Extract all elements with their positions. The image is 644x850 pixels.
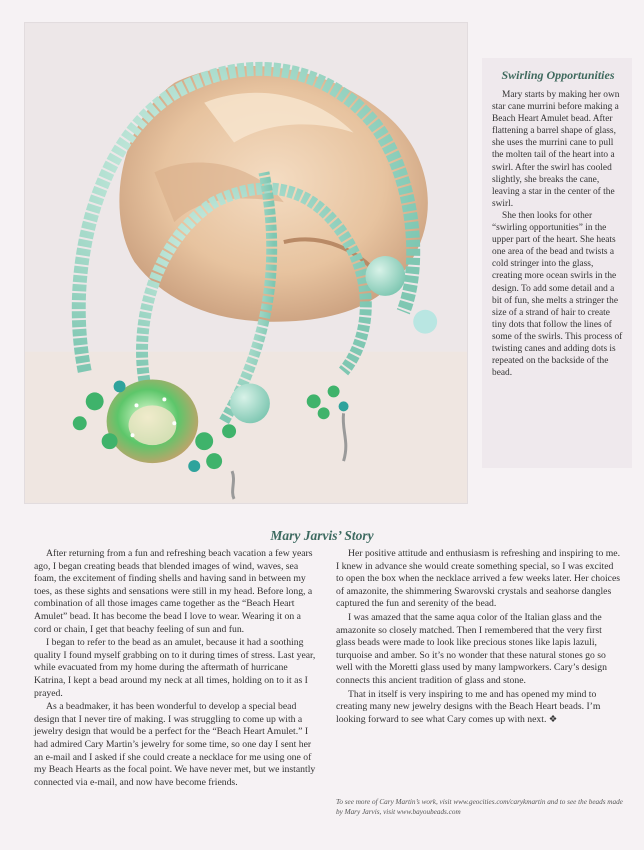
story-paragraph: As a beadmaker, it has been wonderful to develop a special bead design that I never tire of making. I was struggling to come up with a jewelry design that would be a perfect for the “Beach Heart Amulet.” I had admired Cary Martin’s jewelry for some time, so one day I sent her an e-mail and I asked if she could create a necklace for me using one of my Beach Hearts as the focal point. We have never met, but we instantly connected via e-mail, and now have become friends.: [34, 701, 316, 788]
story-paragraph: Her positive attitude and enthusiasm is refreshing and inspiring to me. I knew in advance she would create something special, so I was excited to open the box when the necklace arrived a few weeks later. Her choices of amazonite, the shimmering Swarovski crystals and seahorse dangles captured the fun and serenity of the bead.: [336, 548, 621, 610]
story-column-right: [336, 548, 622, 727]
necklace-photo: [24, 22, 468, 504]
necklace-illustration: [25, 23, 467, 503]
story-column-left: [34, 548, 316, 790]
sidebar-paragraph-1: Mary starts by making her own star cane murrini before making a Beach Heart Amulet bead. After flattening a barrel shape of glass, she uses the murrini cane to pull the molten tail of the heart into a swirl. After the swirl has cooled slightly, she breaks the cane, leaving a star in the center of the swirl.: [492, 90, 620, 209]
story-paragraph: I began to refer to the bead as an amulet, because it had a soothing quality I found myself grabbing on to it during times of stress. Last year, while evacuated from my home during the aftermath of hurricane Katrina, I kept a bead around my neck at all times, holding on to it as I prayed.: [34, 637, 316, 699]
footnote-credits: To see more of Cary Martin’s work, visit www.geocities.com/carykmartin and to see the beads made by Mary Jarvis, visit www.bayoubeads.com: [336, 798, 623, 816]
story-paragraph: That in itself is very inspiring to me and has opened my mind to creating many new jewelry designs with the Beach Heart beads. I’m looking forward to see what Cary comes up with next. ❖: [336, 688, 601, 725]
story-title: Mary Jarvis’ Story: [270, 528, 374, 543]
sidebar-paragraph-2: She then looks for other “swirling opportunities” in the upper part of the heart. She heats one area of the bead and twists a cold stringer into the glass, creating more ocean swirls in the design. To add some detail and a bit of fun, she melts a stringer the size of a strand of hair to create tiny dots that follow the lines of some of the swirls. This process of twisting canes and adding dots is repeated on the backside of the bead.: [492, 210, 623, 379]
story-paragraph: I was amazed that the same aqua color of the Italian glass and the amazonite so closely matched. Then I remembered that the very first glass beads were made to look like precious stones like lapis lazuli, turquoise and amber. So it’s no wonder that these natural stones go so well with the Moretti glass used by many lampworkers. Cary’s design connects this ancient tradition of glass and stone.: [336, 611, 607, 686]
sidebar-title: Swirling Opportunities: [501, 68, 615, 82]
sidebar-box: [482, 58, 632, 468]
story-paragraph: After returning from a fun and refreshing beach vacation a few years ago, I began creating beads that blended images of wind, waves, sea foam, the excitement of finding shells and having sand in between my toes, as these sights and sensations were still in my head. Before long, a combination of all those images came together as the “Beach Heart Amulet” bead. It has become the bead I love to wear. Wearing it on a cord or chain, I get that beachy feeling of sun and fun.: [34, 548, 313, 635]
